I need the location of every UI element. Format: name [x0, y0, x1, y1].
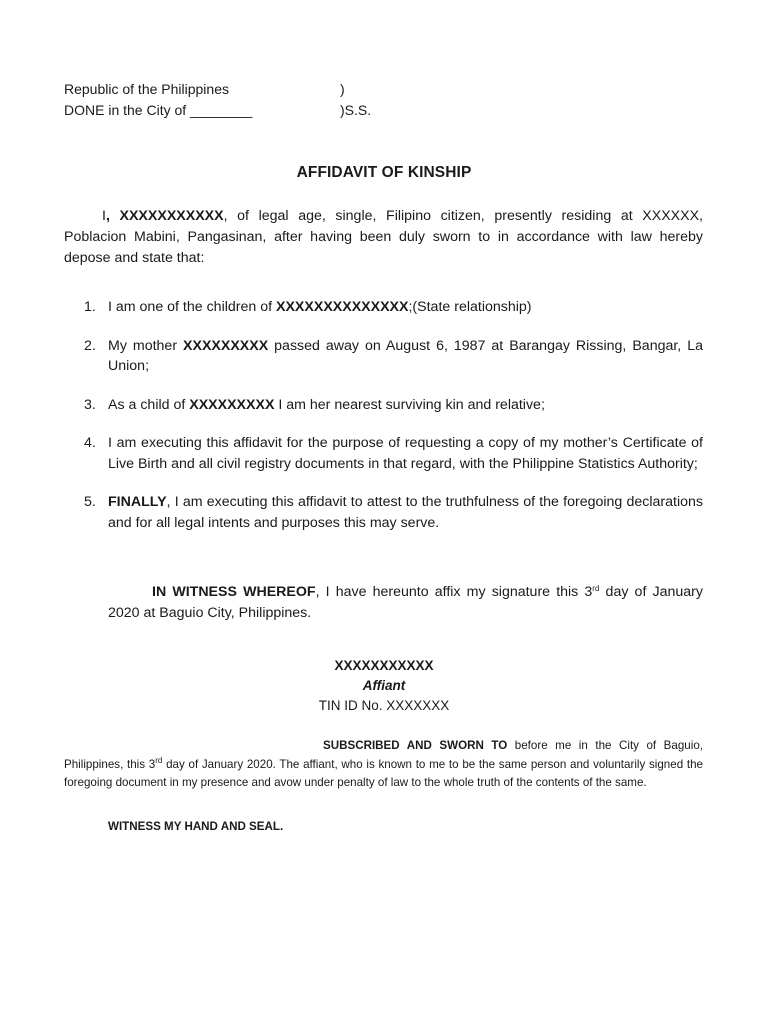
jurat-lead: SUBSCRIBED AND SWORN TO: [323, 739, 508, 752]
jurat-ordinal: rd: [155, 755, 163, 765]
statement-text-end: I am her nearest surviving kin and relative;: [274, 396, 545, 413]
affiant-signature-block: [0, 656, 768, 716]
statement-item: [64, 395, 703, 416]
witness-text: , I have hereunto affix my signature this 3: [315, 584, 593, 600]
statement-text: As a child of: [108, 396, 190, 413]
statement-text-end: ;(State relationship): [408, 299, 532, 315]
venue-block: [64, 79, 464, 121]
statement-bold: XXXXXXXXX: [189, 396, 275, 413]
statement-list: [64, 297, 703, 551]
affiant-name: XXXXXXXXXXX: [334, 658, 434, 673]
venue-city: DONE in the City of ________: [64, 102, 253, 118]
venue-line-2: [64, 100, 464, 121]
witness-hand-seal: WITNESS MY HAND AND SEAL.: [108, 820, 284, 833]
statement-item: [64, 433, 703, 474]
statement-number: 2.: [84, 337, 96, 354]
intro-pronoun: I: [102, 208, 106, 224]
statement-bold: FINALLY: [108, 494, 167, 510]
statement-item: [64, 336, 703, 377]
jurat-text: before me in the City of Baguio, Philippines, this 3: [64, 739, 703, 771]
statement-text-end: , I am executing this affidavit to attest to the truthfulness of the foregoing declarations and for all legal intents and purposes this may serve.: [108, 494, 703, 531]
affiant-role: Affiant: [362, 678, 406, 693]
intro-text: , of legal age, single, Filipino citizen, presently residing at XXXXXX, Poblacion Mabini, Pangasinan, after having been duly sworn to in accordance with law hereby depose and state that:: [64, 208, 703, 266]
venue-line-1: [64, 79, 464, 100]
statement-number: 3.: [84, 396, 96, 413]
statement-number: 5.: [84, 494, 96, 510]
witness-lead: IN WITNESS WHEREOF: [152, 584, 316, 600]
venue-country: Republic of the Philippines: [64, 81, 229, 97]
jurat-paragraph: [64, 737, 703, 793]
venue-paren: ): [340, 81, 345, 97]
statement-text: I am one of the children of: [108, 299, 276, 315]
affiant-name-inline: , XXXXXXXXXXX: [105, 208, 224, 224]
witness-text-end: day of January 2020 at Baguio City, Philippines.: [108, 584, 703, 621]
statement-text: I am executing this affidavit for the purpose of requesting a copy of my mother’s Certificate of Live Birth and all civil registry documents in that regard, with the Philippine Statistics Authority;: [108, 435, 703, 472]
jurat-text-end: day of January 2020. The affiant, who is known to me to be the same person and voluntarily signed the foregoing document in my presence and avow under penalty of law to the whole truth of the contents of the same.: [64, 757, 703, 789]
affiant-tin: TIN ID No. XXXXXXX: [318, 698, 450, 713]
statement-text-end: passed away on August 6, 1987 at Barangay Rissing, Bangar, La Union;: [108, 337, 703, 374]
witness-ordinal: rd: [592, 584, 600, 593]
statement-number: 4.: [84, 435, 96, 451]
statement-bold: XXXXXXXXXXXXXX: [276, 299, 409, 315]
statement-item: [64, 492, 703, 533]
intro-paragraph: [64, 206, 703, 269]
statement-number: 1.: [84, 299, 96, 315]
witness-paragraph: [108, 582, 703, 624]
statement-text: My mother: [108, 337, 184, 354]
document-title: AFFIDAVIT OF KINSHIP: [296, 164, 472, 181]
venue-ss: )S.S.: [340, 102, 372, 118]
statement-item: [64, 297, 703, 318]
statement-bold: XXXXXXXXX: [183, 337, 269, 354]
